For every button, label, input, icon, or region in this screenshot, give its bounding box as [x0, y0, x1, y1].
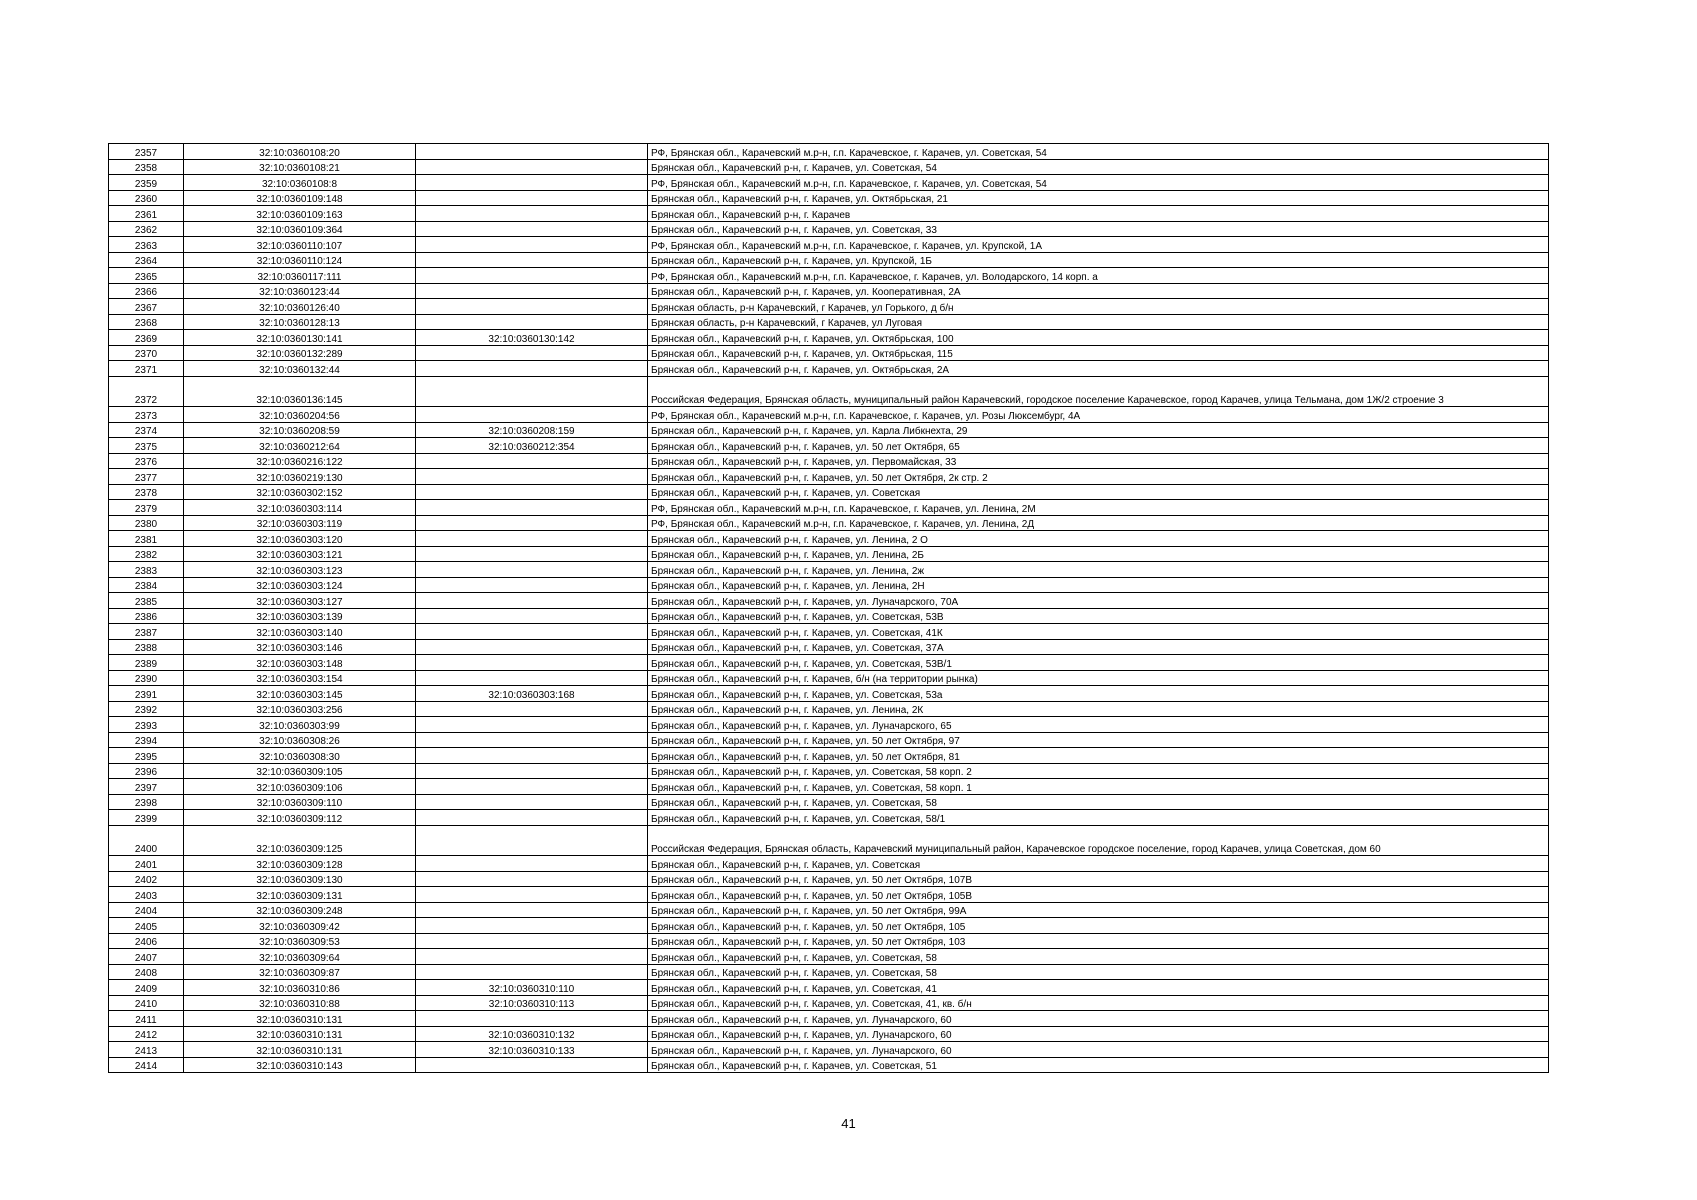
- table-row: [109, 980, 1549, 996]
- row-number: 2384: [109, 577, 184, 593]
- table-row: [109, 825, 1549, 856]
- cadastral-number: 32:10:0360303:140: [184, 624, 416, 640]
- related-cadastral-number: [416, 732, 648, 748]
- related-cadastral-number: 32:10:0360212:354: [416, 438, 648, 454]
- address: Брянская обл., Карачевский р-н, г. Карачев, ул. Советская: [648, 856, 1549, 872]
- cadastral-number: 32:10:0360303:123: [184, 562, 416, 578]
- table-row: [109, 995, 1549, 1011]
- address: Брянская обл., Карачевский р-н, г. Карачев, ул. Ленина, 2 О: [648, 531, 1549, 547]
- address: Брянская обл., Карачевский р-н, г. Карачев, ул. Советская, 58 корп. 2: [648, 763, 1549, 779]
- address: Брянская обл., Карачевский р-н, г. Карачев, ул. Луначарского, 60: [648, 1042, 1549, 1058]
- row-number: 2409: [109, 980, 184, 996]
- cadastral-number: 32:10:0360309:125: [184, 825, 416, 856]
- related-cadastral-number: [416, 918, 648, 934]
- address: РФ, Брянская обл., Карачевский м.р-н, г.п. Карачевское, г. Карачев, ул. Советская, 54: [648, 175, 1549, 191]
- related-cadastral-number: [416, 221, 648, 237]
- cadastral-number: 32:10:0360132:44: [184, 361, 416, 377]
- row-number: 2375: [109, 438, 184, 454]
- related-cadastral-number: [416, 159, 648, 175]
- cadastral-number: 32:10:0360108:21: [184, 159, 416, 175]
- row-number: 2364: [109, 252, 184, 268]
- cadastral-number: 32:10:0360108:20: [184, 144, 416, 160]
- row-number: 2370: [109, 345, 184, 361]
- cadastral-number: 32:10:0360303:119: [184, 515, 416, 531]
- address: Брянская обл., Карачевский р-н, г. Карачев, ул. Луначарского, 70А: [648, 593, 1549, 609]
- address: Брянская область, р-н Карачевский, г Карачев, ул Луговая: [648, 314, 1549, 330]
- related-cadastral-number: [416, 206, 648, 222]
- address: Брянская обл., Карачевский р-н, г. Карачев: [648, 206, 1549, 222]
- cadastral-number: 32:10:0360109:163: [184, 206, 416, 222]
- row-number: 2387: [109, 624, 184, 640]
- related-cadastral-number: [416, 701, 648, 717]
- cadastral-number: 32:10:0360208:59: [184, 422, 416, 438]
- address: Брянская обл., Карачевский р-н, г. Карачев, ул. Ленина, 2ж: [648, 562, 1549, 578]
- address: Брянская обл., Карачевский р-н, г. Карачев, ул. Советская, 41К: [648, 624, 1549, 640]
- address: Брянская обл., Карачевский р-н, г. Карачев, ул. Луначарского, 65: [648, 717, 1549, 733]
- cadastral-number: 32:10:0360302:152: [184, 484, 416, 500]
- address: Брянская обл., Карачевский р-н, г. Карачев, ул. Советская: [648, 484, 1549, 500]
- related-cadastral-number: [416, 175, 648, 191]
- row-number: 2366: [109, 283, 184, 299]
- table-row: [109, 624, 1549, 640]
- property-table-body: [109, 144, 1549, 1073]
- related-cadastral-number: [416, 237, 648, 253]
- table-row: [109, 299, 1549, 315]
- table-row: [109, 422, 1549, 438]
- table-row: [109, 701, 1549, 717]
- row-number: 2403: [109, 887, 184, 903]
- row-number: 2408: [109, 964, 184, 980]
- table-row: [109, 933, 1549, 949]
- related-cadastral-number: [416, 717, 648, 733]
- cadastral-number: 32:10:0360309:42: [184, 918, 416, 934]
- cadastral-number: 32:10:0360212:64: [184, 438, 416, 454]
- address: Брянская обл., Карачевский р-н, г. Карачев, ул. Советская, 41, кв. б/н: [648, 995, 1549, 1011]
- related-cadastral-number: [416, 500, 648, 516]
- related-cadastral-number: [416, 1057, 648, 1073]
- cadastral-number: 32:10:0360109:364: [184, 221, 416, 237]
- cadastral-number: 32:10:0360310:131: [184, 1042, 416, 1058]
- row-number: 2394: [109, 732, 184, 748]
- related-cadastral-number: [416, 856, 648, 872]
- cadastral-number: 32:10:0360216:122: [184, 453, 416, 469]
- row-number: 2407: [109, 949, 184, 965]
- address: Брянская обл., Карачевский р-н, г. Карачев, ул. Советская, 54: [648, 159, 1549, 175]
- table-row: [109, 670, 1549, 686]
- row-number: 2392: [109, 701, 184, 717]
- table-row: [109, 314, 1549, 330]
- row-number: 2369: [109, 330, 184, 346]
- related-cadastral-number: [416, 299, 648, 315]
- table-row: [109, 206, 1549, 222]
- cadastral-number: 32:10:0360110:107: [184, 237, 416, 253]
- related-cadastral-number: [416, 144, 648, 160]
- table-row: [109, 593, 1549, 609]
- cadastral-number: 32:10:0360108:8: [184, 175, 416, 191]
- address: Российская Федерация, Брянская область, муниципальный район Карачевский, городское поселение Карачевское, город Карачев, улица Тельмана, дом 1Ж/2 строение 3: [648, 376, 1549, 407]
- row-number: 2372: [109, 376, 184, 407]
- cadastral-number: 32:10:0360303:154: [184, 670, 416, 686]
- cadastral-number: 32:10:0360303:120: [184, 531, 416, 547]
- cadastral-number: 32:10:0360130:141: [184, 330, 416, 346]
- table-row: [109, 887, 1549, 903]
- address: Брянская обл., Карачевский р-н, г. Карачев, ул. Советская, 58: [648, 794, 1549, 810]
- related-cadastral-number: [416, 283, 648, 299]
- related-cadastral-number: [416, 624, 648, 640]
- cadastral-number: 32:10:0360109:148: [184, 190, 416, 206]
- related-cadastral-number: [416, 546, 648, 562]
- row-number: 2368: [109, 314, 184, 330]
- table-row: [109, 1042, 1549, 1058]
- related-cadastral-number: 32:10:0360303:168: [416, 686, 648, 702]
- related-cadastral-number: [416, 515, 648, 531]
- table-row: [109, 345, 1549, 361]
- table-row: [109, 779, 1549, 795]
- related-cadastral-number: [416, 469, 648, 485]
- table-row: [109, 484, 1549, 500]
- cadastral-number: 32:10:0360204:56: [184, 407, 416, 423]
- cadastral-number: 32:10:0360303:99: [184, 717, 416, 733]
- related-cadastral-number: [416, 964, 648, 980]
- address: РФ, Брянская обл., Карачевский м.р-н, г.п. Карачевское, г. Карачев, ул. Розы Люксембург, 4А: [648, 407, 1549, 423]
- related-cadastral-number: [416, 562, 648, 578]
- table-row: [109, 361, 1549, 377]
- related-cadastral-number: [416, 531, 648, 547]
- table-row: [109, 453, 1549, 469]
- cadastral-number: 32:10:0360309:248: [184, 902, 416, 918]
- related-cadastral-number: [416, 748, 648, 764]
- address: Брянская обл., Карачевский р-н, г. Карачев, ул. Кооперативная, 2А: [648, 283, 1549, 299]
- address: РФ, Брянская обл., Карачевский м.р-н, г.п. Карачевское, г. Карачев, ул. Володарского, 14 корп. а: [648, 268, 1549, 284]
- table-row: [109, 763, 1549, 779]
- row-number: 2386: [109, 608, 184, 624]
- row-number: 2399: [109, 810, 184, 826]
- row-number: 2405: [109, 918, 184, 934]
- row-number: 2367: [109, 299, 184, 315]
- table-row: [109, 732, 1549, 748]
- row-number: 2413: [109, 1042, 184, 1058]
- address: Брянская обл., Карачевский р-н, г. Карачев, ул. 50 лет Октября, 97: [648, 732, 1549, 748]
- related-cadastral-number: [416, 1011, 648, 1027]
- cadastral-number: 32:10:0360309:64: [184, 949, 416, 965]
- row-number: 2373: [109, 407, 184, 423]
- related-cadastral-number: [416, 949, 648, 965]
- cadastral-number: 32:10:0360303:114: [184, 500, 416, 516]
- cadastral-number: 32:10:0360126:40: [184, 299, 416, 315]
- related-cadastral-number: 32:10:0360310:132: [416, 1026, 648, 1042]
- row-number: 2381: [109, 531, 184, 547]
- row-number: 2377: [109, 469, 184, 485]
- cadastral-number: 32:10:0360123:44: [184, 283, 416, 299]
- related-cadastral-number: [416, 407, 648, 423]
- address: Брянская обл., Карачевский р-н, г. Карачев, ул. 50 лет Октября, 107В: [648, 871, 1549, 887]
- address: Брянская обл., Карачевский р-н, г. Карачев, ул. Советская, 53а: [648, 686, 1549, 702]
- cadastral-number: 32:10:0360310:86: [184, 980, 416, 996]
- address: Брянская обл., Карачевский р-н, г. Карачев, ул. Крупской, 1Б: [648, 252, 1549, 268]
- cadastral-number: 32:10:0360303:256: [184, 701, 416, 717]
- cadastral-number: 32:10:0360309:128: [184, 856, 416, 872]
- cadastral-number: 32:10:0360310:131: [184, 1011, 416, 1027]
- row-number: 2410: [109, 995, 184, 1011]
- table-row: [109, 190, 1549, 206]
- related-cadastral-number: [416, 361, 648, 377]
- related-cadastral-number: [416, 670, 648, 686]
- row-number: 2390: [109, 670, 184, 686]
- address: РФ, Брянская обл., Карачевский м.р-н, г.п. Карачевское, г. Карачев, ул. Ленина, 2М: [648, 500, 1549, 516]
- cadastral-number: 32:10:0360110:124: [184, 252, 416, 268]
- cadastral-number: 32:10:0360309:87: [184, 964, 416, 980]
- table-row: [109, 1026, 1549, 1042]
- table-row: [109, 469, 1549, 485]
- cadastral-number: 32:10:0360136:145: [184, 376, 416, 407]
- address: Брянская обл., Карачевский р-н, г. Карачев, ул. Советская, 53В/1: [648, 655, 1549, 671]
- address: Брянская обл., Карачевский р-н, г. Карачев, ул. 50 лет Октября, 99А: [648, 902, 1549, 918]
- address: Брянская обл., Карачевский р-н, г. Карачев, ул. Октябрьская, 115: [648, 345, 1549, 361]
- address: РФ, Брянская обл., Карачевский м.р-н, г.п. Карачевское, г. Карачев, ул. Крупской, 1А: [648, 237, 1549, 253]
- related-cadastral-number: [416, 871, 648, 887]
- address: Брянская обл., Карачевский р-н, г. Карачев, ул. Ленина, 2К: [648, 701, 1549, 717]
- address: Брянская обл., Карачевский р-н, г. Карачев, ул. Советская, 51: [648, 1057, 1549, 1073]
- address: Брянская область, р-н Карачевский, г Карачев, ул Горького, д б/н: [648, 299, 1549, 315]
- related-cadastral-number: [416, 608, 648, 624]
- address: Брянская обл., Карачевский р-н, г. Карачев, ул. Ленина, 2Б: [648, 546, 1549, 562]
- table-row: [109, 515, 1549, 531]
- address: Брянская обл., Карачевский р-н, г. Карачев, ул. Советская, 58: [648, 949, 1549, 965]
- related-cadastral-number: [416, 376, 648, 407]
- property-table: [108, 143, 1549, 1073]
- related-cadastral-number: [416, 190, 648, 206]
- table-row: [109, 608, 1549, 624]
- related-cadastral-number: [416, 763, 648, 779]
- table-row: [109, 1011, 1549, 1027]
- row-number: 2401: [109, 856, 184, 872]
- row-number: 2363: [109, 237, 184, 253]
- cadastral-number: 32:10:0360303:139: [184, 608, 416, 624]
- row-number: 2357: [109, 144, 184, 160]
- table-row: [109, 686, 1549, 702]
- row-number: 2395: [109, 748, 184, 764]
- address: РФ, Брянская обл., Карачевский м.р-н, г.п. Карачевское, г. Карачев, ул. Советская, 54: [648, 144, 1549, 160]
- related-cadastral-number: 32:10:0360310:113: [416, 995, 648, 1011]
- related-cadastral-number: [416, 825, 648, 856]
- related-cadastral-number: [416, 902, 648, 918]
- table-row: [109, 144, 1549, 160]
- address: Брянская обл., Карачевский р-н, г. Карачев, ул. 50 лет Октября, 2к стр. 2: [648, 469, 1549, 485]
- table-row: [109, 655, 1549, 671]
- address: Брянская обл., Карачевский р-н, г. Карачев, ул. Советская, 58/1: [648, 810, 1549, 826]
- related-cadastral-number: [416, 779, 648, 795]
- address: Брянская обл., Карачевский р-н, г. Карачев, ул. Октябрьская, 2А: [648, 361, 1549, 377]
- address: Брянская обл., Карачевский р-н, г. Карачев, ул. 50 лет Октября, 103: [648, 933, 1549, 949]
- row-number: 2376: [109, 453, 184, 469]
- cadastral-number: 32:10:0360303:121: [184, 546, 416, 562]
- row-number: 2412: [109, 1026, 184, 1042]
- table-row: [109, 964, 1549, 980]
- table-row: [109, 562, 1549, 578]
- row-number: 2365: [109, 268, 184, 284]
- table-row: [109, 330, 1549, 346]
- row-number: 2374: [109, 422, 184, 438]
- cadastral-number: 32:10:0360128:13: [184, 314, 416, 330]
- table-row: [109, 159, 1549, 175]
- cadastral-number: 32:10:0360308:26: [184, 732, 416, 748]
- cadastral-number: 32:10:0360309:53: [184, 933, 416, 949]
- related-cadastral-number: 32:10:0360310:133: [416, 1042, 648, 1058]
- cadastral-number: 32:10:0360310:88: [184, 995, 416, 1011]
- row-number: 2389: [109, 655, 184, 671]
- row-number: 2380: [109, 515, 184, 531]
- row-number: 2388: [109, 639, 184, 655]
- address: Брянская обл., Карачевский р-н, г. Карачев, ул. Луначарского, 60: [648, 1011, 1549, 1027]
- address: Брянская обл., Карачевский р-н, г. Карачев, ул. Первомайская, 33: [648, 453, 1549, 469]
- address: РФ, Брянская обл., Карачевский м.р-н, г.п. Карачевское, г. Карачев, ул. Ленина, 2Д: [648, 515, 1549, 531]
- address: Российская Федерация, Брянская область, Карачевский муниципальный район, Карачевское городское поселение, город Карачев, улица Советская, дом 60: [648, 825, 1549, 856]
- address: Брянская обл., Карачевский р-н, г. Карачев, ул. Советская, 41: [648, 980, 1549, 996]
- cadastral-number: 32:10:0360310:143: [184, 1057, 416, 1073]
- row-number: 2382: [109, 546, 184, 562]
- address: Брянская обл., Карачевский р-н, г. Карачев, ул. Советская, 53В: [648, 608, 1549, 624]
- cadastral-number: 32:10:0360132:289: [184, 345, 416, 361]
- cadastral-number: 32:10:0360219:130: [184, 469, 416, 485]
- table-row: [109, 237, 1549, 253]
- row-number: 2414: [109, 1057, 184, 1073]
- address: Брянская обл., Карачевский р-н, г. Карачев, ул. Советская, 37А: [648, 639, 1549, 655]
- row-number: 2362: [109, 221, 184, 237]
- row-number: 2411: [109, 1011, 184, 1027]
- table-row: [109, 376, 1549, 407]
- table-row: [109, 717, 1549, 733]
- address: Брянская обл., Карачевский р-н, г. Карачев, ул. Октябрьская, 21: [648, 190, 1549, 206]
- page-number: 41: [841, 1116, 856, 1131]
- cadastral-number: 32:10:0360303:146: [184, 639, 416, 655]
- row-number: 2402: [109, 871, 184, 887]
- address: Брянская обл., Карачевский р-н, г. Карачев, ул. 50 лет Октября, 81: [648, 748, 1549, 764]
- row-number: 2378: [109, 484, 184, 500]
- related-cadastral-number: [416, 887, 648, 903]
- related-cadastral-number: [416, 794, 648, 810]
- cadastral-number: 32:10:0360309:130: [184, 871, 416, 887]
- address: Брянская обл., Карачевский р-н, г. Карачев, ул. Советская, 58 корп. 1: [648, 779, 1549, 795]
- cadastral-number: 32:10:0360310:131: [184, 1026, 416, 1042]
- address: Брянская обл., Карачевский р-н, г. Карачев, ул. Луначарского, 60: [648, 1026, 1549, 1042]
- row-number: 2371: [109, 361, 184, 377]
- related-cadastral-number: [416, 453, 648, 469]
- row-number: 2397: [109, 779, 184, 795]
- row-number: 2391: [109, 686, 184, 702]
- table-row: [109, 407, 1549, 423]
- row-number: 2396: [109, 763, 184, 779]
- address: Брянская обл., Карачевский р-н, г. Карачев, ул. Советская, 33: [648, 221, 1549, 237]
- row-number: 2393: [109, 717, 184, 733]
- cadastral-number: 32:10:0360303:127: [184, 593, 416, 609]
- address: Брянская обл., Карачевский р-н, г. Карачев, ул. Карла Либкнехта, 29: [648, 422, 1549, 438]
- row-number: 2358: [109, 159, 184, 175]
- related-cadastral-number: [416, 577, 648, 593]
- row-number: 2385: [109, 593, 184, 609]
- table-row: [109, 871, 1549, 887]
- table-row: [109, 949, 1549, 965]
- related-cadastral-number: 32:10:0360310:110: [416, 980, 648, 996]
- related-cadastral-number: [416, 933, 648, 949]
- table-row: [109, 268, 1549, 284]
- address: Брянская обл., Карачевский р-н, г. Карачев, ул. 50 лет Октября, 65: [648, 438, 1549, 454]
- table-row: [109, 546, 1549, 562]
- related-cadastral-number: [416, 810, 648, 826]
- table-row: [109, 500, 1549, 516]
- table-row: [109, 252, 1549, 268]
- table-row: [109, 639, 1549, 655]
- cadastral-number: 32:10:0360309:105: [184, 763, 416, 779]
- table-row: [109, 1057, 1549, 1073]
- cadastral-number: 32:10:0360309:112: [184, 810, 416, 826]
- row-number: 2361: [109, 206, 184, 222]
- table-row: [109, 902, 1549, 918]
- row-number: 2379: [109, 500, 184, 516]
- related-cadastral-number: [416, 314, 648, 330]
- cadastral-number: 32:10:0360308:30: [184, 748, 416, 764]
- row-number: 2398: [109, 794, 184, 810]
- table-row: [109, 531, 1549, 547]
- table-row: [109, 175, 1549, 191]
- table-row: [109, 748, 1549, 764]
- cadastral-number: 32:10:0360303:148: [184, 655, 416, 671]
- related-cadastral-number: [416, 252, 648, 268]
- row-number: 2406: [109, 933, 184, 949]
- related-cadastral-number: 32:10:0360208:159: [416, 422, 648, 438]
- cadastral-number: 32:10:0360117:111: [184, 268, 416, 284]
- cadastral-number: 32:10:0360309:110: [184, 794, 416, 810]
- table-row: [109, 856, 1549, 872]
- related-cadastral-number: 32:10:0360130:142: [416, 330, 648, 346]
- related-cadastral-number: [416, 593, 648, 609]
- related-cadastral-number: [416, 268, 648, 284]
- address: Брянская обл., Карачевский р-н, г. Карачев, ул. Ленина, 2Н: [648, 577, 1549, 593]
- cadastral-number: 32:10:0360309:106: [184, 779, 416, 795]
- cadastral-number: 32:10:0360303:145: [184, 686, 416, 702]
- table-row: [109, 794, 1549, 810]
- address: Брянская обл., Карачевский р-н, г. Карачев, ул. 50 лет Октября, 105В: [648, 887, 1549, 903]
- table-row: [109, 577, 1549, 593]
- row-number: 2360: [109, 190, 184, 206]
- address: Брянская обл., Карачевский р-н, г. Карачев, ул. Советская, 58: [648, 964, 1549, 980]
- row-number: 2400: [109, 825, 184, 856]
- row-number: 2359: [109, 175, 184, 191]
- table-row: [109, 221, 1549, 237]
- address: Брянская обл., Карачевский р-н, г. Карачев, ул. 50 лет Октября, 105: [648, 918, 1549, 934]
- address: Брянская обл., Карачевский р-н, г. Карачев, ул. Октябрьская, 100: [648, 330, 1549, 346]
- related-cadastral-number: [416, 484, 648, 500]
- address: Брянская обл., Карачевский р-н, г. Карачев, б/н (на территории рынка): [648, 670, 1549, 686]
- cadastral-number: 32:10:0360303:124: [184, 577, 416, 593]
- row-number: 2404: [109, 902, 184, 918]
- row-number: 2383: [109, 562, 184, 578]
- cadastral-number: 32:10:0360309:131: [184, 887, 416, 903]
- related-cadastral-number: [416, 345, 648, 361]
- table-row: [109, 810, 1549, 826]
- related-cadastral-number: [416, 639, 648, 655]
- table-row: [109, 438, 1549, 454]
- table-row: [109, 283, 1549, 299]
- table-row: [109, 918, 1549, 934]
- related-cadastral-number: [416, 655, 648, 671]
